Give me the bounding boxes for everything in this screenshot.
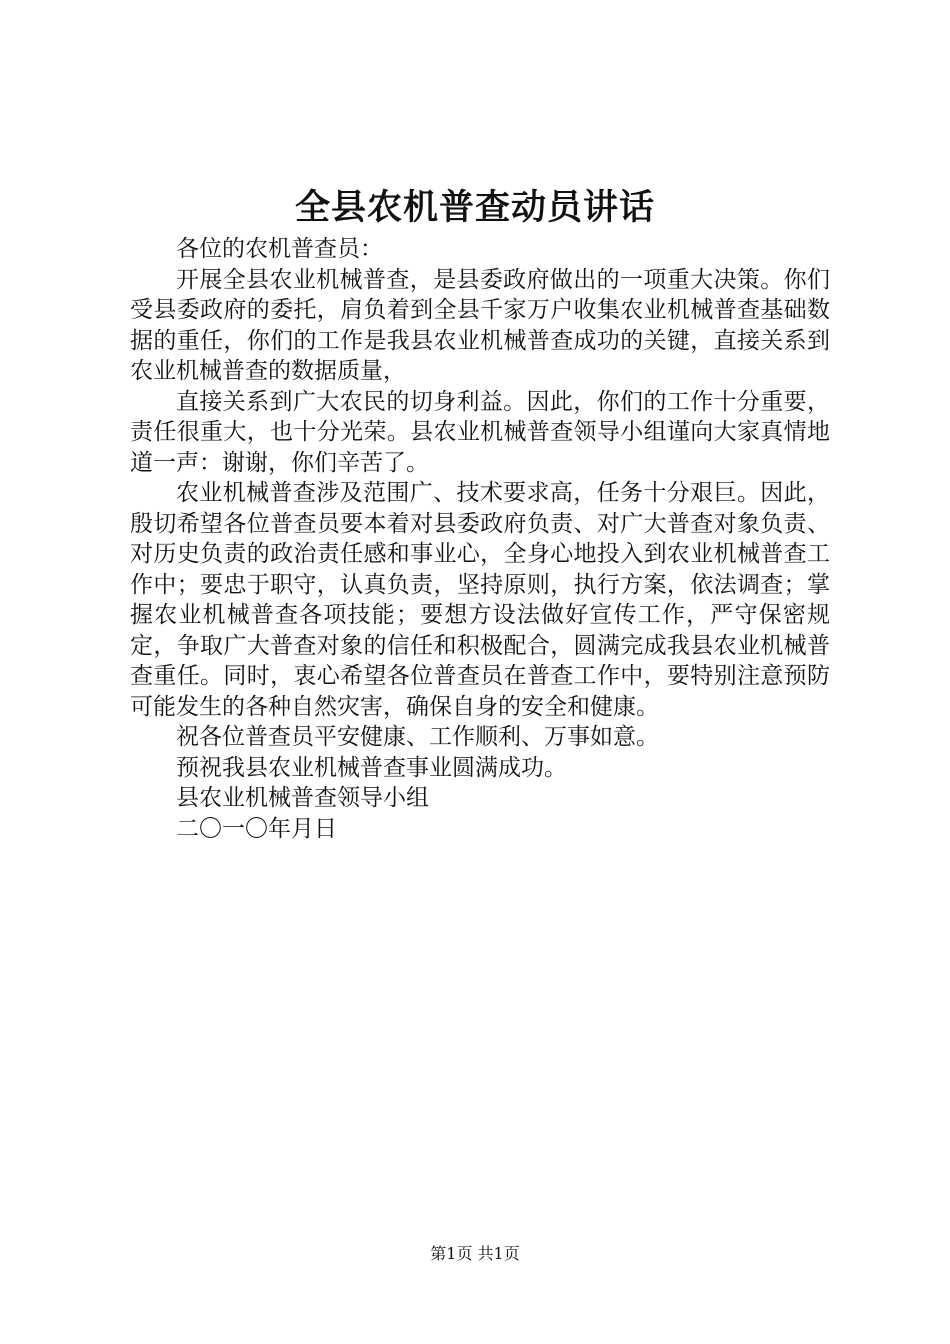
paragraph-3: 农业机械普查涉及范围广、技术要求高，任务十分艰巨。因此，殷切希望各位普查员要本着对县委政府负责、对广大普查对象负责、对历史负责的政治责任感和事业心，全身心地投入到农业机械普查工作中；要忠于职守，认真负责，坚持原则，执行方案，依法调查；掌握农业机械普查各项技能；要想方设法做好宣传工作，严守保密规定，争取广大普查对象的信任和积极配合，圆满完成我县农业机械普查重任。同时，衷心希望各位普查员在普查工作中，要特别注意预防可能发生的各种自然灾害，确保自身的安全和健康。 — [130, 480, 830, 720]
paragraph-5: 预祝我县农业机械普查事业圆满成功。 — [176, 754, 567, 781]
salutation: 各位的农机普查员： — [176, 236, 383, 262]
paragraph-4: 祝各位普查员平安健康、工作顺利、万事如意。 — [176, 724, 659, 750]
paragraph-2: 直接关系到广大农民的切身利益。因此，你们的工作十分重要，责任很重大，也十分光荣。县农业机械普查领导小组谨向大家真情地道一声：谢谢，你们辛苦了。 — [130, 388, 830, 476]
document-title: 全县农机普查动员讲话 — [294, 187, 655, 228]
document-body — [130, 234, 830, 844]
signature: 县农业机械普查领导小组 — [176, 785, 429, 811]
date: 二〇一〇年月日 — [176, 815, 337, 842]
paragraph-1: 开展全县农业机械普查，是县委政府做出的一项重大决策。你们受县委政府的委托，肩负着到全县千家万户收集农业机械普查基础数据的重任，你们的工作是我县农业机械普查成功的关键，直接关系到农业机械普查的数据质量， — [130, 266, 830, 384]
page-number-footer: 第1页 共1页 — [430, 1244, 520, 1263]
